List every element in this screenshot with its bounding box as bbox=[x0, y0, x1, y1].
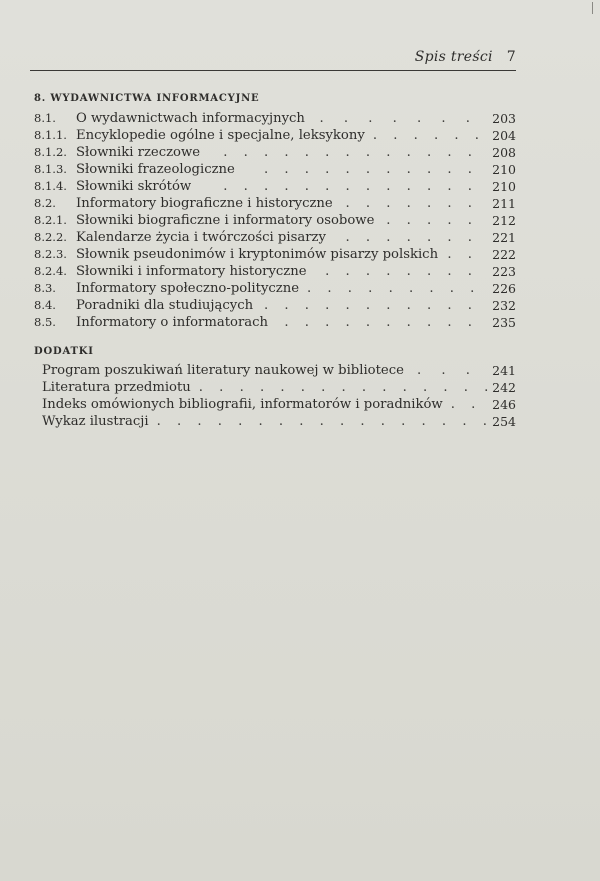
entry-page: 203 bbox=[492, 111, 516, 126]
toc-section-8 bbox=[34, 110, 516, 331]
toc-entry bbox=[34, 144, 516, 161]
entry-number: 8.2. bbox=[34, 196, 56, 210]
leader-dots: . . . . . . . . . . . . . bbox=[223, 179, 478, 194]
running-head bbox=[415, 49, 516, 65]
entry-page: 210 bbox=[492, 179, 516, 194]
leader-dots: . . . . . . bbox=[372, 128, 485, 143]
toc-appendix bbox=[34, 362, 516, 430]
leader-dots: . . bbox=[450, 397, 482, 412]
entry-page: 235 bbox=[492, 315, 516, 330]
leader-dots: . . . . . . . . . . bbox=[284, 315, 478, 330]
entry-title: Encyklopedie ogólne i specjalne, leksykony bbox=[76, 128, 365, 143]
page-number: 7 bbox=[506, 49, 516, 65]
entry-page: 211 bbox=[492, 196, 516, 211]
entry-title: Informatory społeczno-polityczne bbox=[76, 281, 300, 296]
leader-dots: . . . . . . . . . . . bbox=[263, 162, 478, 177]
entry-number: 8.1.4. bbox=[34, 179, 67, 193]
toc-entry bbox=[34, 396, 516, 413]
toc-entry bbox=[34, 229, 516, 246]
toc-entry bbox=[34, 246, 516, 263]
entry-page: 226 bbox=[492, 281, 516, 296]
entry-page: 223 bbox=[492, 264, 516, 279]
leader-dots: . . . . . . . . . . . . . bbox=[223, 145, 478, 160]
header-rule bbox=[30, 70, 516, 71]
entry-title: Słownik pseudonimów i kryptonimów pisarzy polskich bbox=[76, 247, 439, 262]
entry-title: Informatory o informatorach bbox=[76, 315, 268, 330]
toc-entry bbox=[34, 280, 516, 297]
toc-entry bbox=[34, 413, 516, 430]
leader-dots: . . . . . . . bbox=[319, 111, 478, 126]
leader-dots: . . . . . . . bbox=[345, 196, 478, 211]
toc-entry bbox=[34, 212, 516, 229]
entry-number: 8.1.2. bbox=[34, 145, 67, 159]
leader-dots: . . . . . . . . . . . . . . . bbox=[198, 380, 495, 395]
entry-page: 212 bbox=[492, 213, 516, 228]
entry-number: 8.2.3. bbox=[34, 247, 67, 261]
entry-title: O wydawnictwach informacyjnych bbox=[76, 111, 305, 126]
toc-entry bbox=[34, 127, 516, 144]
toc-entry bbox=[34, 195, 516, 212]
entry-number: 8.5. bbox=[34, 315, 56, 329]
toc-entry bbox=[34, 362, 516, 379]
entry-page: 254 bbox=[492, 414, 516, 429]
leader-dots: . . bbox=[447, 247, 478, 262]
leader-dots: . . . bbox=[417, 363, 478, 378]
entry-page: 246 bbox=[492, 397, 516, 412]
entry-page: 221 bbox=[492, 230, 516, 245]
entry-number: 8.3. bbox=[34, 281, 56, 295]
toc-entry bbox=[34, 314, 516, 331]
entry-number: 8.2.1. bbox=[34, 213, 67, 227]
entry-number: 8.1.1. bbox=[34, 128, 67, 142]
entry-title: Indeks omówionych bibliografii, informatorów i poradników bbox=[42, 397, 443, 412]
entry-page: 242 bbox=[492, 380, 516, 395]
entry-number: 8.1. bbox=[34, 111, 56, 125]
entry-number: 8.4. bbox=[34, 298, 56, 312]
toc-entry bbox=[34, 161, 516, 178]
entry-title: Słowniki biograficzne i informatory osobowe bbox=[76, 213, 375, 228]
entry-title: Słowniki rzeczowe bbox=[76, 145, 201, 160]
entry-title: Kalendarze życia i twórczości pisarzy bbox=[76, 230, 326, 245]
leader-dots: . . . . . . . bbox=[345, 230, 478, 245]
entry-page: 222 bbox=[492, 247, 516, 262]
running-head-title: Spis treści bbox=[414, 49, 493, 65]
leader-dots: . . . . . . . . bbox=[325, 264, 478, 279]
edge-mark bbox=[592, 2, 593, 14]
entry-title: Słowniki frazeologiczne bbox=[76, 162, 235, 177]
entry-title: Literatura przedmiotu bbox=[42, 380, 191, 395]
entry-title: Poradniki dla studiujących bbox=[76, 298, 254, 313]
entry-number: 8.2.2. bbox=[34, 230, 67, 244]
entry-page: 232 bbox=[492, 298, 516, 313]
toc-entry bbox=[34, 110, 516, 127]
entry-title: Wykaz ilustracji bbox=[42, 414, 149, 429]
entry-page: 241 bbox=[492, 363, 516, 378]
entry-number: 8.2.4. bbox=[34, 264, 67, 278]
entry-title: Program poszukiwań literatury naukowej w bibliotece bbox=[42, 363, 404, 378]
entry-page: 210 bbox=[492, 162, 516, 177]
entry-title: Informatory biograficzne i historyczne bbox=[76, 196, 333, 211]
toc-entry bbox=[34, 297, 516, 314]
toc-entry bbox=[34, 178, 516, 195]
leader-dots: . . . . . . . . . bbox=[307, 281, 481, 296]
entry-page: 204 bbox=[492, 128, 516, 143]
leader-dots: . . . . . . . . . . . bbox=[263, 298, 478, 313]
entry-title: Słowniki skrótów bbox=[76, 179, 192, 194]
leader-dots: . . . . . . . . . . . . . . . . . bbox=[156, 414, 493, 429]
entry-page: 208 bbox=[492, 145, 516, 160]
section-heading: 8. WYDAWNICTWA INFORMACYJNE bbox=[34, 93, 260, 104]
toc-entry bbox=[34, 263, 516, 280]
leader-dots: . . . . . bbox=[386, 213, 478, 228]
entry-title: Słowniki i informatory historyczne bbox=[76, 264, 307, 279]
toc-entry bbox=[34, 379, 516, 396]
entry-number: 8.1.3. bbox=[34, 162, 67, 176]
appendix-heading: DODATKI bbox=[34, 346, 94, 357]
